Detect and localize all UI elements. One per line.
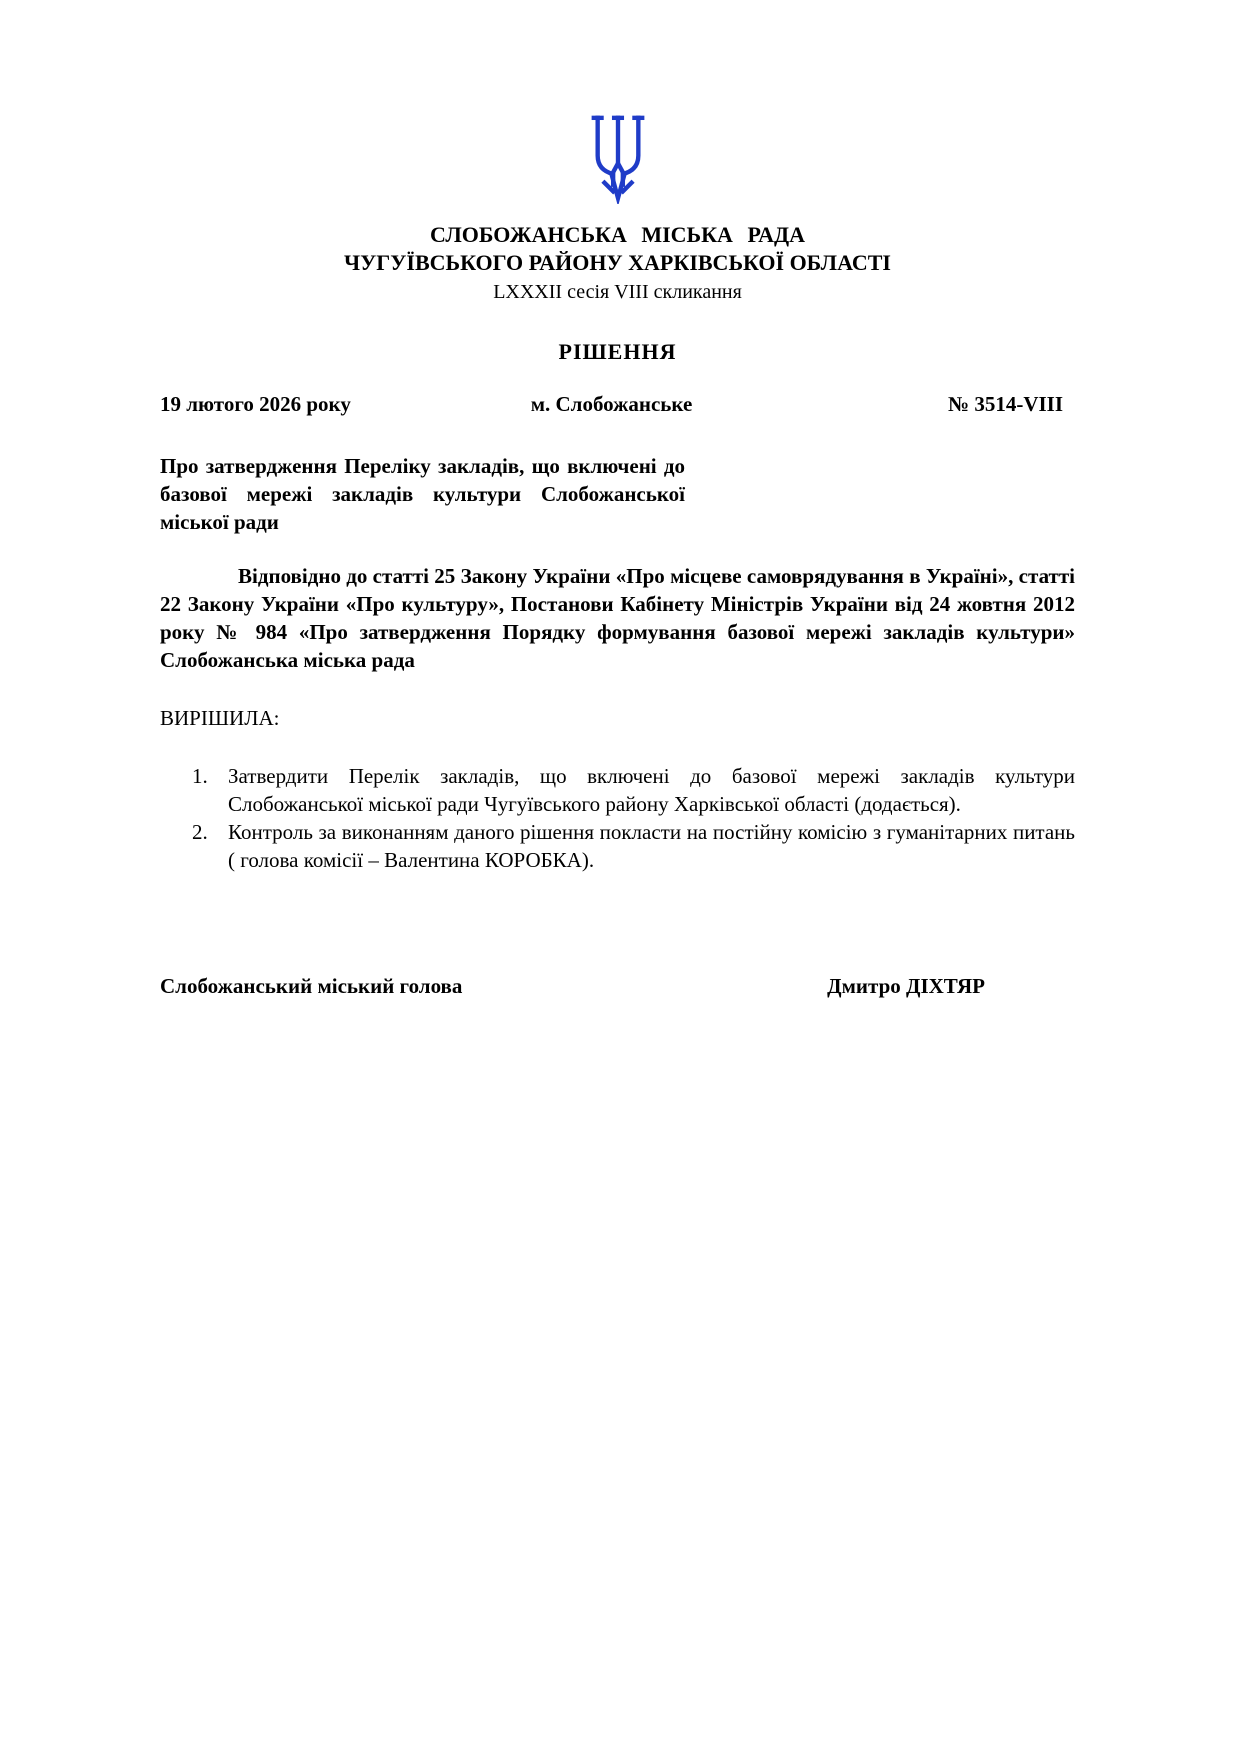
document-number: № 3514-VIII <box>947 392 1063 416</box>
district-line: ЧУГУЇВСЬКОГО РАЙОНУ ХАРКІВСЬКОЇ ОБЛАСТІ <box>343 250 891 275</box>
signature-position: Слобожанський міський голова <box>160 974 463 998</box>
list-item-1 <box>192 762 1075 818</box>
resolution-list <box>192 762 1075 874</box>
list-item-2-number: 2. <box>192 820 208 844</box>
list-item-1-text: Затвердити Перелік закладів, що включені до базової мережі закладів культури Слобожанської міської ради Чугуївського району Харківської області (додається). <box>228 764 1075 816</box>
ukraine-trident-icon <box>587 113 649 204</box>
council-name: СЛОБОЖАНСЬКА МІСЬКА РАДА <box>430 222 805 247</box>
list-item-1-number: 1. <box>192 764 208 788</box>
signature-name: Дмитро ДІХТЯР <box>827 974 985 998</box>
resolved-heading: ВИРІШИЛА: <box>160 706 280 730</box>
list-item-2 <box>192 818 1075 874</box>
subject-paragraph: Про затвердження Переліку закладів, що включені до базової мережі закладів культури Слобожанської міської ради <box>160 454 685 534</box>
meta-row <box>160 390 1075 418</box>
document-title: РІШЕННЯ <box>558 339 677 364</box>
document-date: 19 лютого 2026 року <box>160 392 351 416</box>
emblem-container <box>160 113 1075 211</box>
preamble-paragraph: Відповідно до статті 25 Закону України «Про місцеве самоврядування в Україні», статті 22 Закону України «Про культуру», Постанови Кабінету Міністрів України від 24 жовтня 2012 року № 984 «Про затвердження Порядку формування базової мережі закладів культури» Слобожанська міська рада <box>160 564 1075 672</box>
session-line: LXXXII сесія VIII скликання <box>493 281 742 303</box>
document-place: м. Слобожанське <box>530 392 693 416</box>
document-header <box>160 221 1075 306</box>
list-item-2-text: Контроль за виконанням даного рішення покласти на постійну комісію з гуманітарних питань ( голова комісії – Валентина КОРОБКА). <box>228 820 1075 872</box>
signature-row <box>160 972 1075 1000</box>
